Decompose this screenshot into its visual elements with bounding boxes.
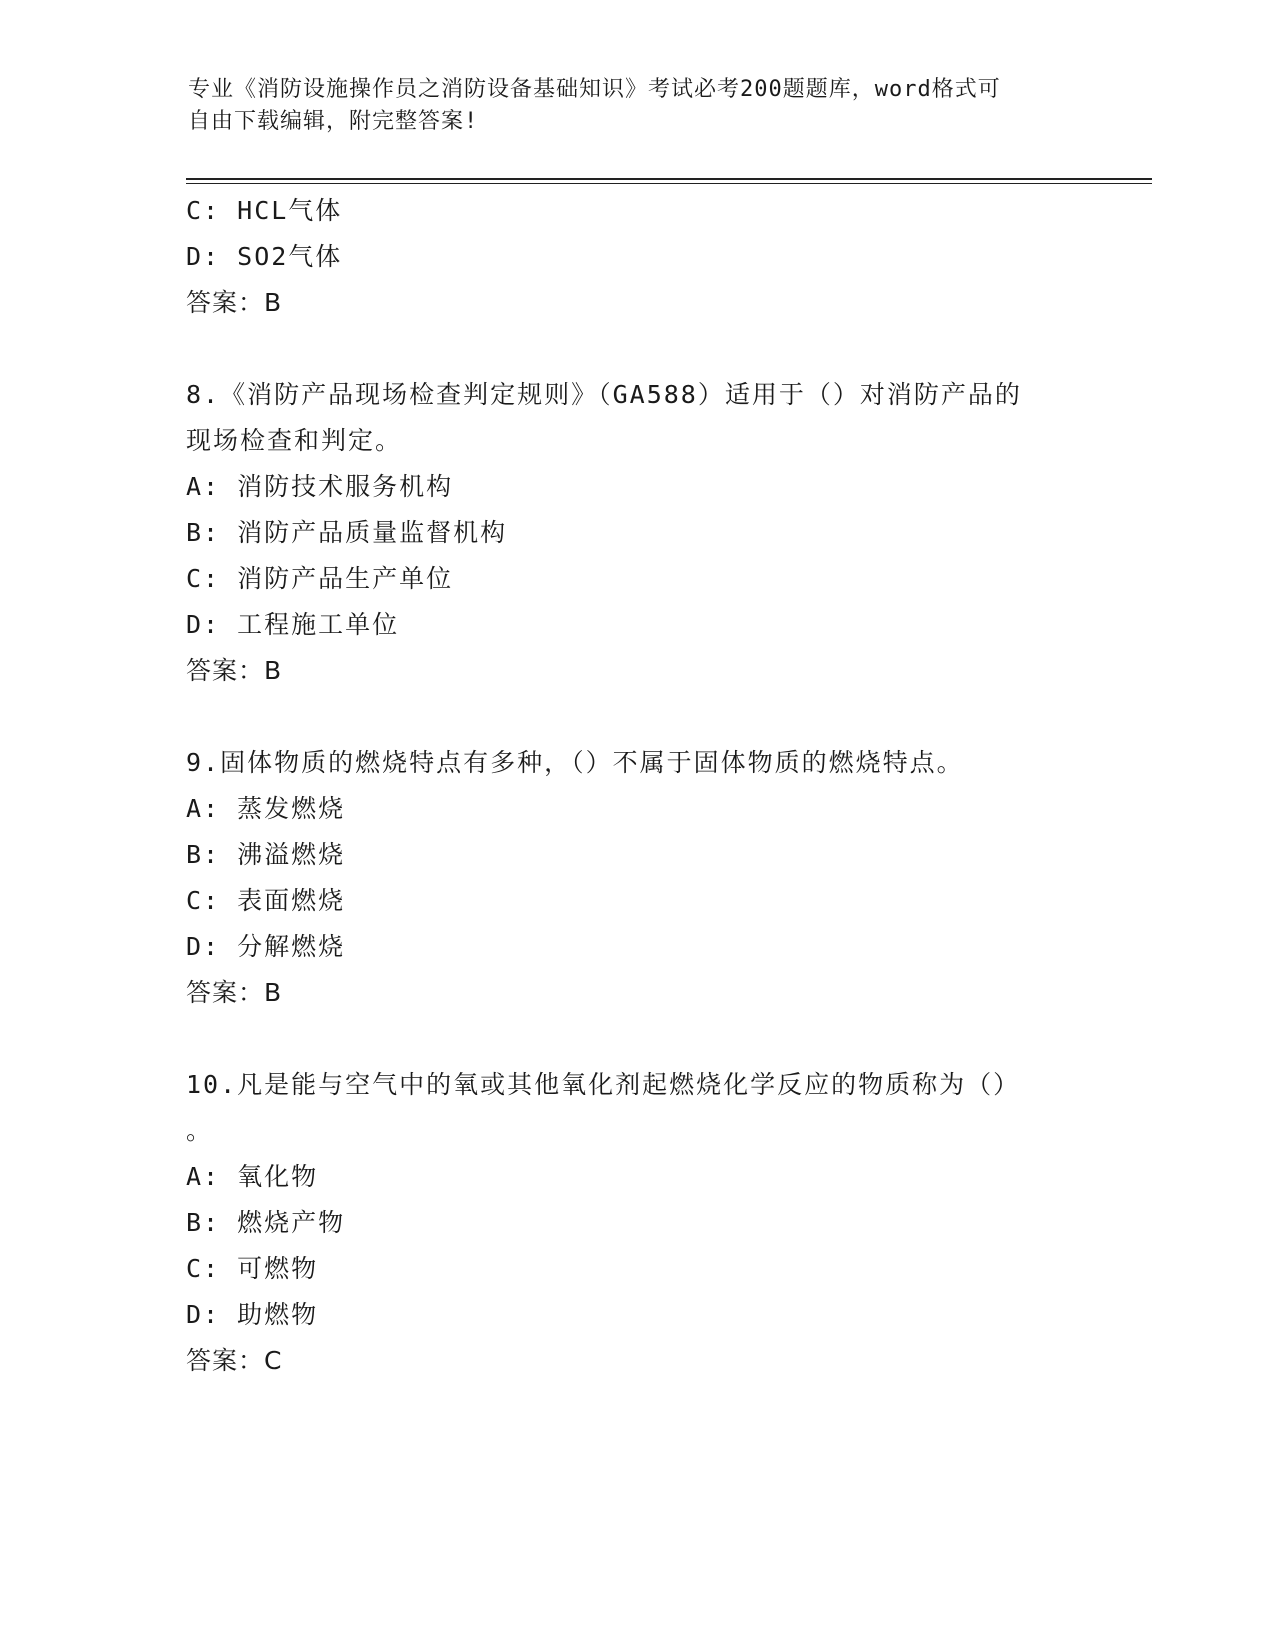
option-c: C: 可燃物 (186, 1254, 319, 1283)
option-d: D: 分解燃烧 (186, 932, 346, 961)
header-rule-thick (186, 178, 1152, 180)
header-line-2: 自由下载编辑，附完整答案! (188, 109, 479, 134)
question-8 (186, 372, 1086, 694)
question-stem-line-1: 8.《消防产品现场检查判定规则》（GA588）适用于（）对消防产品的 (186, 380, 1022, 409)
option-a: A: 氧化物 (186, 1162, 319, 1191)
spacer (186, 694, 1086, 740)
option-a: A: 消防技术服务机构 (186, 472, 454, 501)
answer: 答案：B (186, 656, 283, 685)
option-b: B: 燃烧产物 (186, 1208, 346, 1237)
option-d: D: 助燃物 (186, 1300, 319, 1329)
option-c: C: 消防产品生产单位 (186, 564, 454, 593)
question-9 (186, 740, 1086, 1016)
header-rule-thin (186, 183, 1152, 184)
option-a: A: 蒸发燃烧 (186, 794, 346, 823)
answer: 答案：B (186, 978, 283, 1007)
option-b: B: 消防产品质量监督机构 (186, 518, 508, 547)
prev-question (186, 188, 1086, 326)
spacer (186, 1016, 1086, 1062)
question-stem-line-1: 10.凡是能与空气中的氧或其他氧化剂起燃烧化学反应的物质称为（） (186, 1070, 1021, 1099)
question-stem-line-2: 。 (186, 1116, 214, 1145)
answer: 答案：B (186, 288, 283, 317)
question-list (186, 188, 1086, 1384)
option-c: C: HCL气体 (186, 196, 343, 225)
header-line-1: 专业《消防设施操作员之消防设备基础知识》考试必考200题题库，word格式可 (188, 77, 1001, 102)
question-stem-line-1: 9.固体物质的燃烧特点有多种，（）不属于固体物质的燃烧特点。 (186, 748, 964, 777)
document-header (188, 74, 1068, 138)
option-c: C: 表面燃烧 (186, 886, 346, 915)
option-b: B: 沸溢燃烧 (186, 840, 346, 869)
question-stem-line-2: 现场检查和判定。 (186, 426, 403, 455)
answer: 答案：C (186, 1346, 283, 1375)
option-d: D: 工程施工单位 (186, 610, 400, 639)
spacer (186, 326, 1086, 372)
option-d: D: SO2气体 (186, 242, 343, 271)
question-10 (186, 1062, 1086, 1384)
